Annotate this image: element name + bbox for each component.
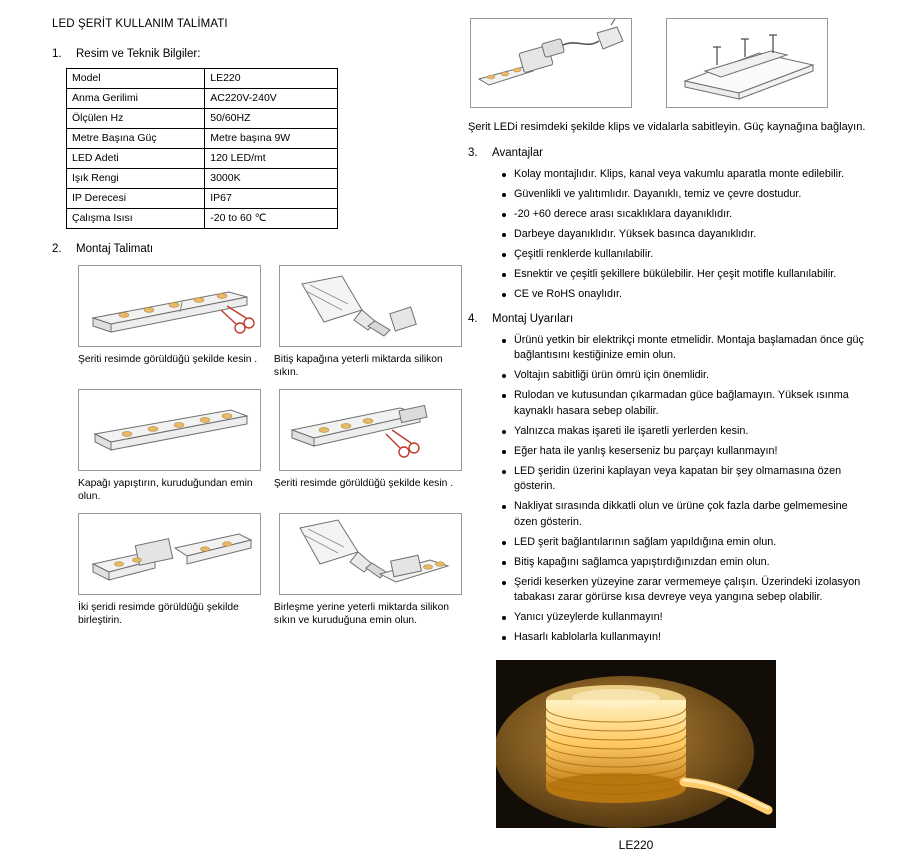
- spec-key: LED Adeti: [67, 149, 205, 169]
- spec-value: LE220: [205, 69, 338, 89]
- clip-instruction-text: Şerit LEDi resimdeki şekilde klips ve vidalarla sabitleyin. Güç kaynağına bağlayın.: [468, 121, 866, 133]
- table-row: [67, 69, 338, 89]
- spec-value: 120 LED/mt: [205, 149, 338, 169]
- list-item: Nakliyat sırasında dikkatli olun ve ürüne çok fazla darbe gelmemesine özen gösterin.: [502, 499, 868, 530]
- section-3-heading: [468, 147, 868, 159]
- page-title: LED ŞERİT KULLANIM TALİMATI: [52, 18, 228, 30]
- list-item: Güvenlikli ve yalıtımlıdır. Dayanıklı, temiz ve çevre dostudur.: [502, 187, 868, 203]
- list-item: Yanıcı yüzeylerde kullanmayın!: [502, 610, 868, 626]
- figure-clip-mounting: [666, 18, 828, 108]
- section-1-heading: [52, 48, 462, 60]
- caption-glue-cap: Kapağı yapıştırın, kuruduğundan emin olun.: [78, 478, 253, 502]
- section-3-number: 3.: [468, 147, 478, 159]
- list-item: Eğer hata ile yanlış keserseniz bu parçayı kullanmayın!: [502, 444, 868, 460]
- spec-value: AC220V-240V: [205, 89, 338, 109]
- list-item: Şeridi keserken yüzeyine zarar vermemeye çalışın. Üzerindeki izolasyon tabakası zarar görürse kısa devreye veya yangına sebep olabilir.: [502, 575, 868, 606]
- power-connector-illustration: [471, 19, 631, 107]
- spec-value: 3000K: [205, 169, 338, 189]
- caption-silicone-joint: Birleşme yerine yeterli miktarda silikon sıkın ve kuruduğuna emin olun.: [273, 602, 450, 626]
- table-row: [67, 189, 338, 209]
- list-item: Hasarlı kablolarla kullanmayın!: [502, 630, 868, 646]
- cut-strip-illustration: [79, 266, 261, 346]
- join-strips-illustration: [79, 514, 261, 594]
- product-caption: LE220: [618, 837, 654, 852]
- list-item: Bitiş kapağını sağlamca yapıştırdığınızdan emin olun.: [502, 555, 868, 571]
- list-item: Çeşitli renklerde kullanılabilir.: [502, 247, 868, 263]
- silicone-joint-illustration: [280, 514, 462, 594]
- figure-glue-cap: [78, 389, 261, 471]
- figure-power-connector: [470, 18, 632, 108]
- section-4-label: Montaj Uyarıları: [492, 312, 574, 325]
- list-item: Yalnızca makas işareti ile işaretli yerlerden kesin.: [502, 424, 868, 440]
- spec-value: IP67: [205, 189, 338, 209]
- section-4-heading: [468, 313, 868, 325]
- section-4-number: 4.: [468, 312, 478, 325]
- list-item: LED şeridin üzerini kaplayan veya kapatan bir şey olmamasına özen gösterin.: [502, 464, 868, 495]
- caption-cut-strip-2: Şeriti resimde görüldüğü şekilde kesin .: [273, 478, 454, 489]
- table-row: [67, 209, 338, 229]
- product-photo: [496, 660, 776, 828]
- caption-silicone-endcap: Bitiş kapağına yeterli miktarda silikon sıkın.: [273, 354, 443, 378]
- spec-key: Çalışma Isısı: [67, 209, 205, 229]
- spec-value: -20 to 60 ℃: [205, 209, 338, 229]
- figure-caption-row-3: [78, 595, 462, 627]
- list-item: -20 +60 derece arası sıcaklıklara dayanıklıdır.: [502, 207, 868, 223]
- list-item: Rulodan ve kutusundan çıkarmadan güce bağlamayın. Yüksek ısınma kaynaklı hasara sebep olabilir.: [502, 388, 868, 419]
- list-item: Ürünü yetkin bir elektrikçi monte etmelidir. Montaja başlamadan önce güç bağlantısını kestiğinize emin olun.: [502, 333, 868, 364]
- section-1-label: Resim ve Teknik Bilgiler:: [76, 48, 201, 60]
- figure-cut-strip-2: [279, 389, 462, 471]
- product-photo-block: [496, 660, 868, 852]
- caption-join-strips: İki şeridi resimde görüldüğü şekilde birleştirin.: [78, 602, 239, 626]
- figure-row-2: [78, 389, 462, 471]
- caption-cut-strip: Şeriti resimde görüldüğü şekilde kesin .: [78, 354, 258, 365]
- list-item: LED şerit bağlantılarının sağlam yapıldığına emin olun.: [502, 535, 868, 551]
- section-2-label: Montaj Talimatı: [76, 243, 154, 255]
- spec-value: Metre başına 9W: [205, 129, 338, 149]
- list-item: Kolay montajlıdır. Klips, kanal veya vakumlu aparatla monte edilebilir.: [502, 167, 868, 183]
- advantages-list: [468, 167, 868, 303]
- spec-key: IP Derecesi: [67, 189, 205, 209]
- section-1-number: 1.: [52, 48, 62, 60]
- figure-row-3: [78, 513, 462, 595]
- glue-cap-illustration: [79, 390, 261, 470]
- table-row: [67, 109, 338, 129]
- spec-key: Model: [67, 69, 205, 89]
- spec-key: Işık Rengi: [67, 169, 205, 189]
- right-column: [468, 18, 868, 852]
- figure-cut-strip: [78, 265, 261, 347]
- silicone-tube-illustration: [280, 266, 462, 346]
- table-row: [67, 169, 338, 189]
- table-row: [67, 149, 338, 169]
- figure-caption-row-2: [78, 471, 462, 503]
- table-row: [67, 89, 338, 109]
- section-2-number: 2.: [52, 243, 62, 255]
- figure-row-1: [78, 265, 462, 347]
- spec-key: Ölçülen Hz: [67, 109, 205, 129]
- section-3-label: Avantajlar: [492, 147, 543, 159]
- table-row: [67, 129, 338, 149]
- list-item: Esnektir ve çeşitli şekillere bükülebilir. Her çeşit motifle kullanılabilir.: [502, 267, 868, 283]
- figure-row-right: [470, 18, 868, 108]
- spec-table: [66, 68, 338, 229]
- figure-silicone-joint: [279, 513, 462, 595]
- led-reel-photo: [496, 660, 776, 828]
- clip-mounting-illustration: [667, 19, 827, 107]
- list-item: Voltajın sabitliği ürün ömrü için önemlidir.: [502, 368, 868, 384]
- left-column: [52, 18, 462, 627]
- figure-caption-row-1: [78, 347, 462, 379]
- section-2-heading: [52, 243, 462, 255]
- figure-silicone-endcap: [279, 265, 462, 347]
- list-item: CE ve RoHS onaylıdır.: [502, 287, 868, 303]
- spec-key: Anma Gerilimi: [67, 89, 205, 109]
- spec-value: 50/60HZ: [205, 109, 338, 129]
- cut-strip-2-illustration: [280, 390, 462, 470]
- warnings-list: [468, 333, 868, 646]
- list-item: Darbeye dayanıklıdır. Yüksek basınca dayanıklıdır.: [502, 227, 868, 243]
- spec-key: Metre Başına Güç: [67, 129, 205, 149]
- figure-join-strips: [78, 513, 261, 595]
